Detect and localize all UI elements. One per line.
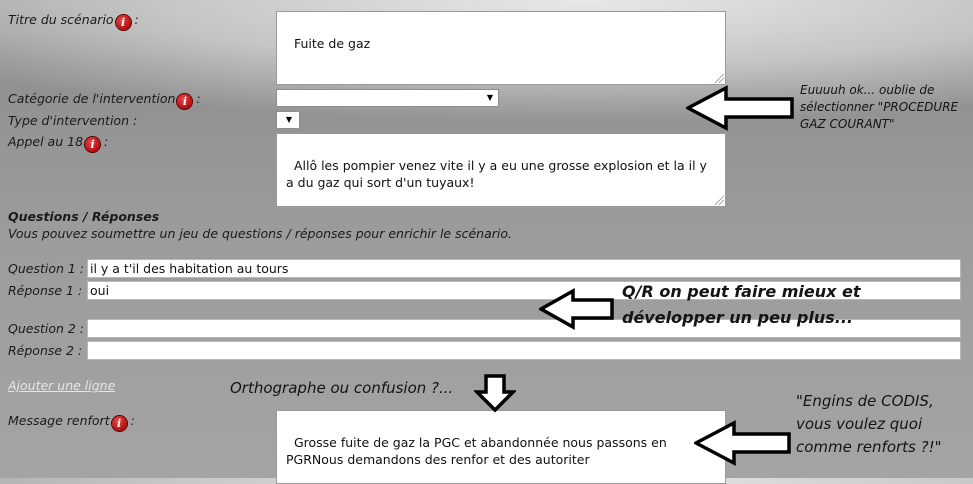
arrow-left-icon (539, 288, 615, 330)
arrow-down-icon (474, 373, 516, 413)
qa-section-title: Questions / Réponses (8, 209, 160, 224)
answer-1-label: Réponse 1 : (8, 283, 83, 298)
title-label: Titre du scénario i : (8, 12, 139, 29)
title-text: Fuite de gaz (293, 36, 371, 51)
chevron-down-icon: ▼ (486, 93, 493, 102)
info-icon[interactable]: i (85, 137, 100, 152)
renfort-label: Message renfort i : (8, 413, 135, 430)
title-textarea[interactable] (276, 11, 726, 85)
chevron-down-icon: ▼ (285, 115, 292, 124)
resize-grip-icon[interactable] (715, 196, 724, 205)
arrow-left-icon (694, 420, 792, 466)
question-1-label: Question 1 : (8, 261, 85, 276)
info-icon[interactable]: i (177, 94, 192, 109)
category-label: Catégorie de l'intervention i : (8, 91, 201, 108)
answer-1-input[interactable]: oui (87, 281, 961, 300)
call-text: Allô les pompier venez vite il y a eu une grosse explosion et la il y a du gaz qui sort d'un tuyaux! (286, 158, 711, 190)
arrow-left-icon (686, 85, 796, 131)
answer-2-input[interactable] (87, 341, 961, 360)
qa-section-desc: Vous pouvez soumettre un jeu de questions / réponses pour enrichir le scénario. (8, 226, 512, 241)
info-icon[interactable]: i (116, 15, 131, 30)
renfort-textarea[interactable] (276, 410, 726, 484)
question-2-label: Question 2 : (8, 321, 85, 336)
resize-grip-icon[interactable] (715, 74, 724, 83)
call-textarea[interactable] (276, 133, 726, 207)
renfort-text: Grosse fuite de gaz la PGC et abandonnée nous passons en PGRNous demandons des renfor et des autoriter (286, 435, 671, 467)
type-select[interactable] (276, 111, 300, 129)
info-icon[interactable]: i (112, 416, 127, 431)
category-select[interactable] (276, 89, 499, 107)
type-label: Type d'intervention : (8, 113, 138, 128)
qa-annotation: Q/R on peut faire mieux et développer un peu plus... (622, 282, 861, 327)
renfort-annotation: "Engins de CODIS, vous voulez quoi comme renforts ?!" (796, 392, 942, 456)
answer-2-label: Réponse 2 : (8, 343, 83, 358)
spelling-annotation: Orthographe ou confusion ?... (230, 379, 454, 397)
add-line-link[interactable]: Ajouter une ligne (8, 378, 116, 393)
category-annotation: Euuuuh ok... oublie de sélectionner "PROCEDURE GAZ COURANT" (800, 83, 959, 131)
question-1-input[interactable]: il y a t'il des habitation au tours (87, 259, 961, 278)
call-label: Appel au 18 i : (8, 134, 109, 151)
